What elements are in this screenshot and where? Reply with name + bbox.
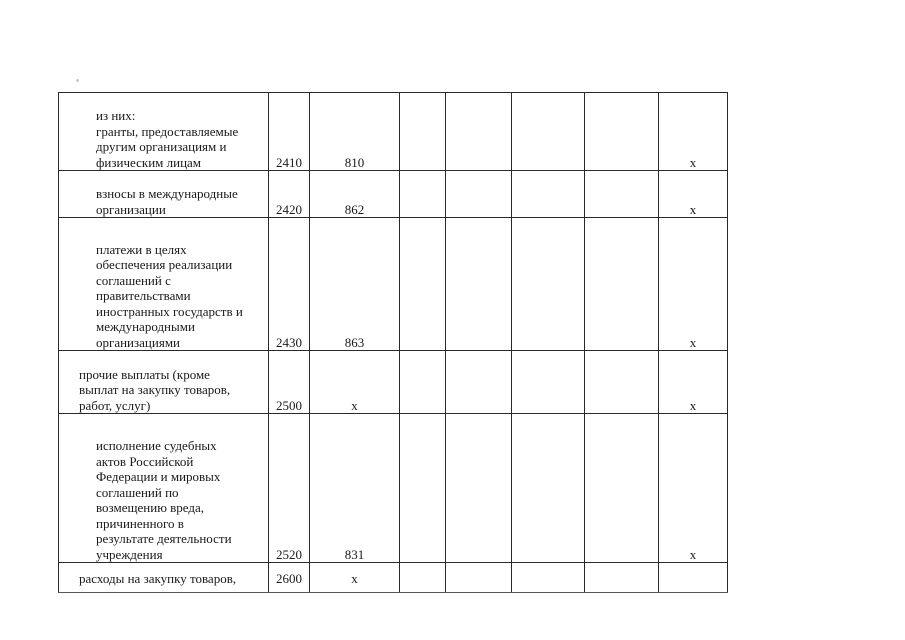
row-name: платежи в целях обеспечения реализации соглашений с правительствами иностранных государств и международными организациями <box>96 241 243 350</box>
row-name-cell <box>59 351 269 414</box>
row-mark: x <box>659 218 728 351</box>
empty-cell <box>585 414 659 563</box>
empty-cell <box>446 93 512 171</box>
row-mark: x <box>659 93 728 171</box>
row-name: расходы на закупку товаров, <box>79 570 237 586</box>
empty-cell <box>585 93 659 171</box>
row-code: 2500 <box>269 351 310 414</box>
empty-cell <box>400 218 446 351</box>
empty-cell <box>585 171 659 218</box>
table-row <box>59 171 728 218</box>
row-code: 2600 <box>269 563 310 593</box>
row-name-cell <box>59 563 269 593</box>
row-name-cell <box>59 93 269 171</box>
row-name-cell <box>59 218 269 351</box>
empty-cell <box>446 563 512 593</box>
row-name: прочие выплаты (кроме выплат на закупку товаров, работ, услуг) <box>79 366 231 413</box>
row-kosgu: 862 <box>310 171 400 218</box>
empty-cell <box>446 218 512 351</box>
row-mark: x <box>659 414 728 563</box>
empty-cell <box>512 218 585 351</box>
row-name: исполнение судебных актов Российской Федерации и мировых соглашений по возмещению вреда, причиненного в результате деятельности учреждения <box>96 438 232 562</box>
row-name-cell <box>59 171 269 218</box>
row-name: взносы в международные организации <box>96 186 238 217</box>
empty-cell <box>512 171 585 218</box>
empty-cell <box>512 351 585 414</box>
empty-cell <box>400 351 446 414</box>
empty-cell <box>400 563 446 593</box>
empty-cell <box>512 414 585 563</box>
row-kosgu: x <box>310 351 400 414</box>
row-name-cell <box>59 414 269 563</box>
empty-cell <box>446 414 512 563</box>
empty-cell <box>400 171 446 218</box>
row-kosgu: x <box>310 563 400 593</box>
empty-cell <box>585 351 659 414</box>
table-row <box>59 93 728 171</box>
empty-cell <box>400 93 446 171</box>
empty-cell <box>512 93 585 171</box>
empty-cell <box>585 563 659 593</box>
row-code: 2410 <box>269 93 310 171</box>
row-name: из них: гранты, предоставляемые другим организациям и физическим лицам <box>96 108 239 170</box>
row-mark: x <box>659 171 728 218</box>
table-row <box>59 218 728 351</box>
table-row <box>59 563 728 593</box>
row-code: 2430 <box>269 218 310 351</box>
row-mark <box>659 563 728 593</box>
row-kosgu: 863 <box>310 218 400 351</box>
empty-cell <box>446 351 512 414</box>
row-code: 2420 <box>269 171 310 218</box>
empty-cell <box>400 414 446 563</box>
row-kosgu: 831 <box>310 414 400 563</box>
empty-cell <box>585 218 659 351</box>
row-mark: x <box>659 351 728 414</box>
financial-plan-table <box>58 92 728 593</box>
empty-cell <box>512 563 585 593</box>
row-code: 2520 <box>269 414 310 563</box>
row-kosgu: 810 <box>310 93 400 171</box>
table-row <box>59 414 728 563</box>
table-row <box>59 351 728 414</box>
scan-speck <box>76 79 79 82</box>
empty-cell <box>446 171 512 218</box>
